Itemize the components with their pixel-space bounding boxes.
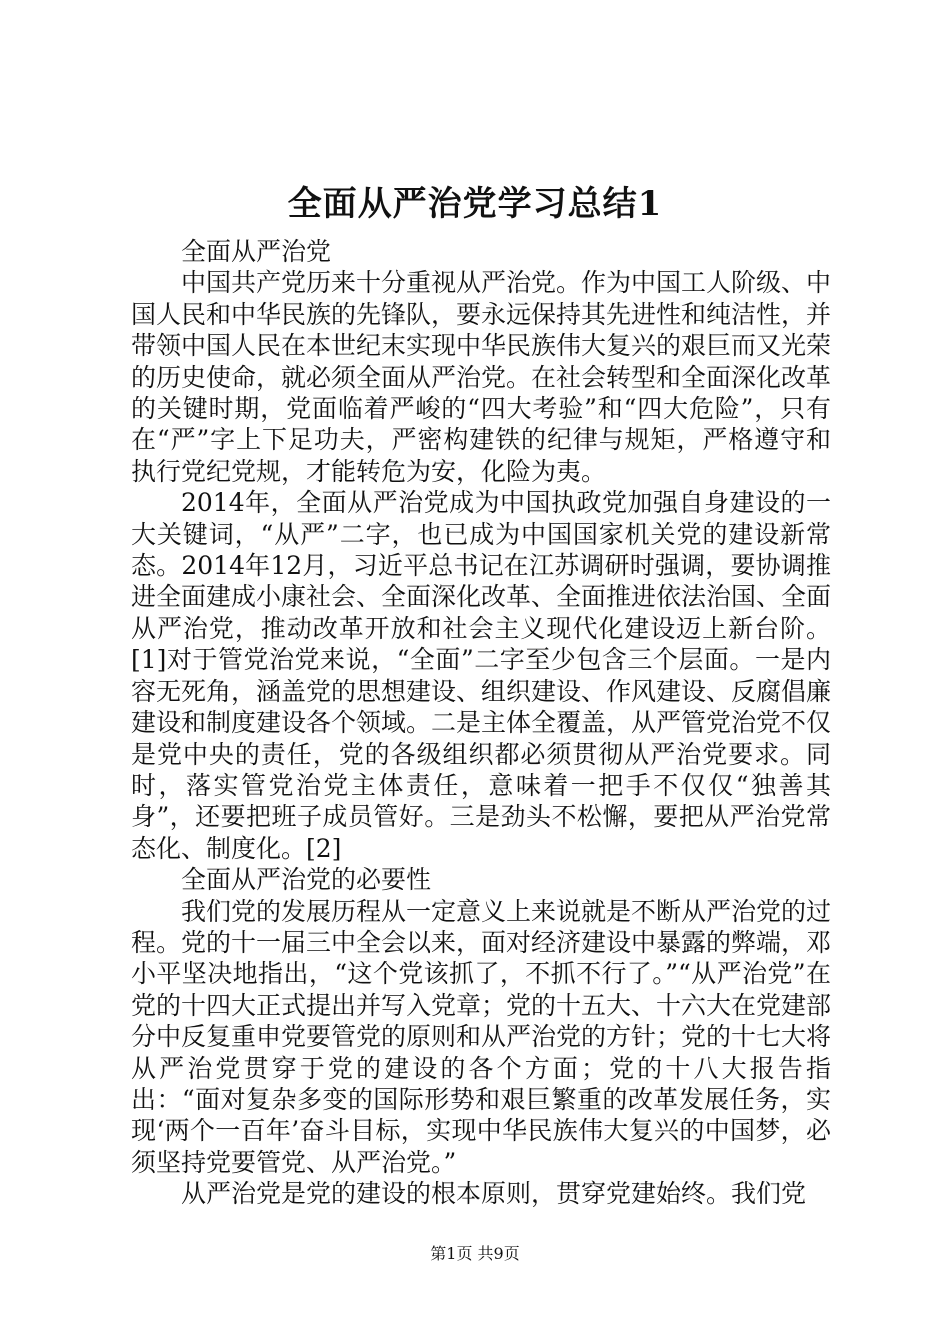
section-heading: 全面从严治党 <box>181 237 332 266</box>
body-paragraph: 中国共产党历来十分重视从严治党。作为中国工人阶级、中国人民和中华民族的先锋队，要永远保持其先进性和纯洁性，并带领中国人民在本世纪末实现中华民族伟大复兴的艰巨而又光荣的历史使命，就必须全面从严治党。在社会转型和全面深化改革的关键时期，党面临着严峻的“四大考验”和“四大危险”，只有在“严”字上下足功夫，严密构建铁的纪律与规矩，严格遵守和执行党纪党规，才能转危为安，化险为夷。 <box>131 268 832 486</box>
document-title: 全面从严治党学习总结1 <box>287 184 663 224</box>
page-footer: 第1页 共9页 <box>430 1244 520 1263</box>
document-body <box>131 236 831 1210</box>
body-paragraph: 我们党的发展历程从一定意义上来说就是不断从严治党的过程。党的十一届三中全会以来，面对经济建设中暴露的弊端，邓小平坚决地指出，“这个党该抓了，不抓不行了。”“从严治党”在党的十四大正式提出并写入党章；党的十五大、十六大在党建部分中反复重申党要管党的原则和从严治党的方针；党的十七大将从严治党贯穿于党的建设的各个方面；党的十八大报告指出：“面对复杂多变的国际形势和艰巨繁重的改革发展任务，实现‘两个一百年’奋斗目标，实现中华民族伟大复兴的中国梦，必须坚持党要管党、从严治党。” <box>131 896 832 1177</box>
section-heading: 全面从严治党的必要性 <box>181 865 432 895</box>
body-paragraph: 2014年，全面从严治党成为中国执政党加强自身建设的一大关键词，“从严”二字，也已成为中国国家机关党的建设新常态。2014年12月，习近平总书记在江苏调研时强调，要协调推进全面建成小康社会、全面深化改革、全面推进依法治国、全面从严治党，推动改革开放和社会主义现代化建设迈上新台阶。[1]对于管党治党来说，“全面”二字至少包含三个层面。一是内容无死角，涵盖党的思想建设、组织建设、作风建设、反腐倡廉建设和制度建设各个领域。二是主体全覆盖，从严管党治党不仅是党中央的责任，党的各级组织都必须贯彻从严治党要求。同时，落实管党治党主体责任，意味着一把手不仅仅“独善其身”，还要把班子成员管好。三是劲头不松懈，要把从严治党常态化、制度化。[2] <box>131 488 832 863</box>
body-paragraph: 从严治党是党的建设的根本原则，贯穿党建始终。我们党 <box>181 1179 807 1209</box>
